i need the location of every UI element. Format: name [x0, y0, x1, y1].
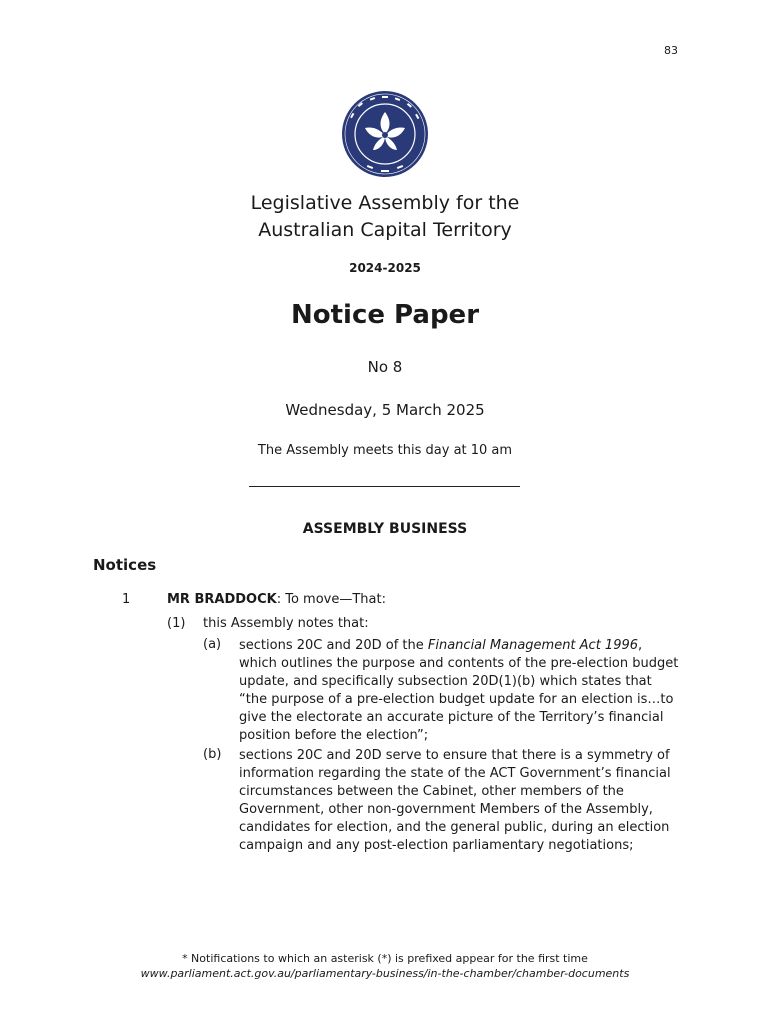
footer [0, 951, 770, 981]
item-a-text-before: sections 20C and 20D of the [239, 638, 428, 653]
notice-mover: MR BRADDOCK [167, 592, 277, 607]
paragraph-label: (1) [167, 616, 186, 631]
sitting-date: Wednesday, 5 March 2025 [285, 401, 485, 419]
session-years: 2024-2025 [349, 261, 421, 275]
assembly-title [0, 190, 770, 244]
item-a-text-after: , which outlines the purpose and contents of the pre-election budget update, and specifically subsection 20D(1)(b) which states that “the purpose of a pre-election budget update for an election is…to give the electorate an accurate picture of the Territory’s financial position before the election”; [239, 638, 679, 743]
notices-heading: Notices [93, 556, 157, 574]
issue-number: No 8 [367, 358, 403, 376]
document-title: Notice Paper [290, 300, 480, 330]
divider-rule [249, 486, 520, 487]
assembly-title-line1: Legislative Assembly for the [250, 192, 520, 214]
assembly-title-line2: Australian Capital Territory [258, 219, 512, 241]
footer-note: * Notifications to which an asterisk (*) is prefixed appear for the first time [182, 952, 588, 965]
assembly-crest-logo [341, 90, 429, 178]
notice-motion-text: : To move—That: [276, 592, 386, 607]
item-a-text [239, 637, 679, 745]
section-heading: ASSEMBLY BUSINESS [302, 521, 468, 537]
notice-number: 1 [122, 592, 131, 607]
notice-lead [167, 592, 386, 607]
item-b-label: (b) [203, 747, 222, 762]
footer-url-link[interactable]: www.parliament.act.gov.au/parliamentary-business/in-the-chamber/chamber-documents [140, 967, 630, 980]
paragraph-text: this Assembly notes that: [203, 616, 369, 631]
meeting-note: The Assembly meets this day at 10 am [257, 443, 513, 458]
item-a-label: (a) [203, 637, 222, 652]
item-b-text: sections 20C and 20D serve to ensure that there is a symmetry of information regarding the state of the ACT Government’s financial circumstances between the Cabinet, other members of the Government, other non-government Members of the Assembly, candidates for election, and the general public, during an election campaign and any post-election parliamentary negotiations; [239, 748, 671, 853]
item-a-act-name: Financial Management Act 1996 [427, 638, 639, 653]
page-number: 83 [664, 44, 678, 57]
